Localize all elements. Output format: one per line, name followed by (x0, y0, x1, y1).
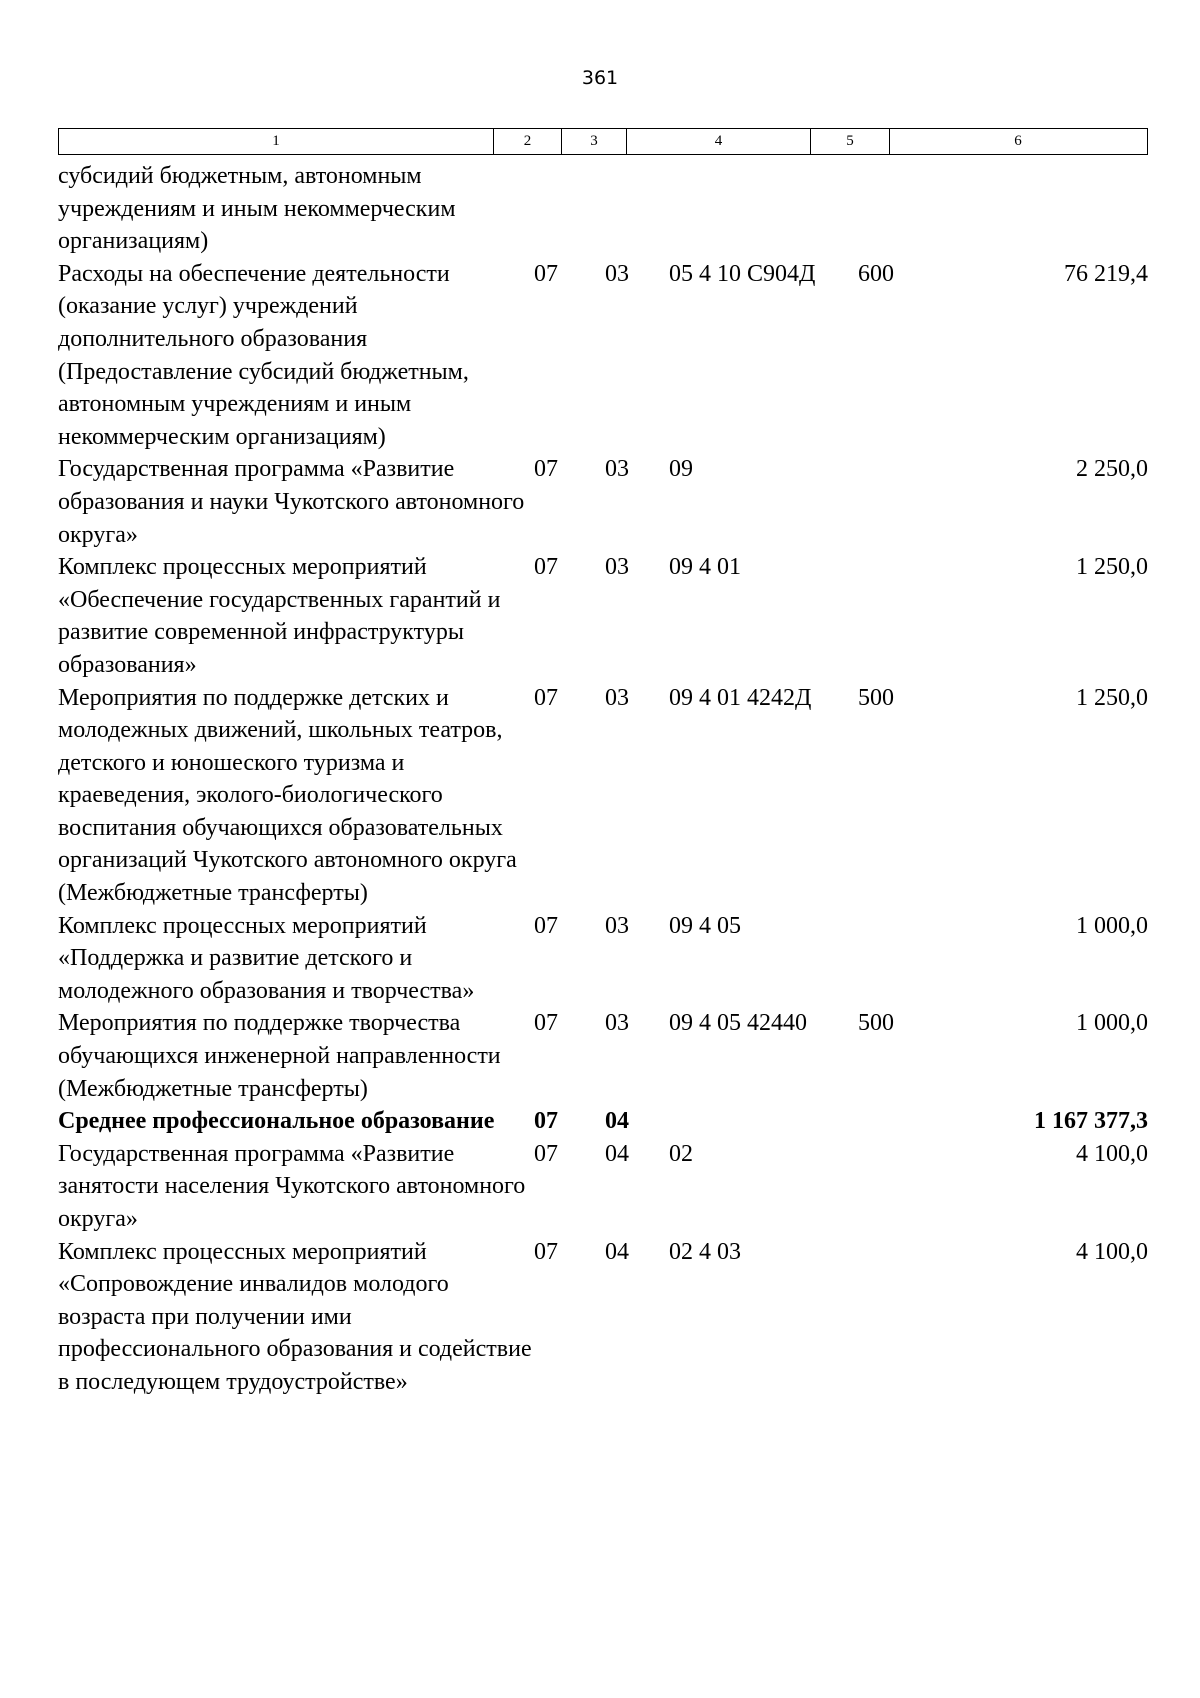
row-section: 07 (534, 1108, 558, 1135)
row-amount: 1 000,0 (1076, 912, 1148, 939)
row-name: Комплекс процессных мероприятий «Поддержка и развитие детского и молодежного образования и творчества» (58, 912, 475, 1004)
row-name: Мероприятия по поддержке творчества обучающихся инженерной направленности (Межбюджетные трансферты) (58, 1010, 501, 1102)
row-target-code: 09 4 05 (669, 912, 741, 939)
row-name: Среднее профессиональное образование (58, 1108, 495, 1135)
row-section: 07 (534, 554, 558, 581)
row-subsection: 03 (605, 554, 629, 581)
row-subsection: 04 (605, 1108, 629, 1135)
row-section: 07 (534, 260, 558, 287)
row-subsection: 03 (605, 1010, 629, 1037)
table-row (58, 258, 1148, 454)
row-target-code: 09 4 01 4242Д (669, 684, 812, 711)
header-col-5: 5 (810, 129, 889, 154)
page-number: 361 (581, 67, 619, 89)
row-subsection: 03 (605, 912, 629, 939)
row-amount: 1 250,0 (1076, 554, 1148, 581)
row-subsection: 03 (605, 456, 629, 483)
row-section: 07 (534, 1238, 558, 1265)
table-row (58, 1236, 1148, 1399)
row-target-code: 02 (669, 1140, 693, 1167)
row-section: 07 (534, 684, 558, 711)
row-amount: 76 219,4 (1064, 260, 1148, 287)
row-name: Государственная программа «Развитие занятости населения Чукотского автономного округа» (58, 1140, 526, 1232)
table-row (58, 453, 1148, 551)
header-col-1: 1 (272, 133, 280, 149)
row-section: 07 (534, 456, 558, 483)
row-expense-type: 500 (858, 1010, 894, 1037)
row-amount: 1 000,0 (1076, 1010, 1148, 1037)
table-row (58, 1105, 1148, 1138)
table-header (58, 128, 1148, 155)
table-body (58, 160, 1148, 1399)
row-name: Расходы на обеспечение деятельности (оказание услуг) учреждений дополнительного образования (Предоставление субсидий бюджетным, автономным учреждениям и иным некоммерческим организациям) (58, 260, 469, 450)
header-col-3: 3 (561, 129, 626, 154)
header-col-4: 4 (626, 129, 810, 154)
row-subsection: 03 (605, 684, 629, 711)
row-name: Мероприятия по поддержке детских и молодежных движений, школьных театров, детского и юношеского туризма и краеведения, эколого-биологического воспитания обучающихся образовательных организаций Чукотского автономного округа (Межбюджетные трансферты) (58, 684, 517, 907)
row-amount: 4 100,0 (1076, 1238, 1148, 1265)
row-name: Комплекс процессных мероприятий «Обеспечение государственных гарантий и развитие современной инфраструктуры образования» (58, 554, 501, 678)
row-subsection: 03 (605, 260, 629, 287)
row-name: субсидий бюджетным, автономным учреждениям и иным некоммерческим организациям) (58, 163, 456, 255)
row-target-code: 05 4 10 С904Д (669, 260, 816, 287)
table-row (58, 1138, 1148, 1236)
row-amount: 1 167 377,3 (1034, 1108, 1148, 1135)
table-row (58, 682, 1148, 910)
row-expense-type: 600 (858, 260, 894, 287)
row-section: 07 (534, 912, 558, 939)
header-col-2: 2 (493, 129, 561, 154)
header-col-6: 6 (889, 129, 1146, 154)
row-target-code: 02 4 03 (669, 1238, 741, 1265)
row-section: 07 (534, 1010, 558, 1037)
row-name: Комплекс процессных мероприятий «Сопровождение инвалидов молодого возраста при получении ими профессионального образования и содействие в последующем трудоустройстве» (58, 1238, 532, 1395)
row-target-code: 09 4 05 42440 (669, 1010, 807, 1037)
row-subsection: 04 (605, 1140, 629, 1167)
table-row (58, 1007, 1148, 1105)
row-section: 07 (534, 1140, 558, 1167)
row-amount: 1 250,0 (1076, 684, 1148, 711)
row-target-code: 09 (669, 456, 693, 483)
row-target-code: 09 4 01 (669, 554, 741, 581)
table-row (58, 160, 1148, 258)
table-row (58, 910, 1148, 1008)
row-amount: 4 100,0 (1076, 1140, 1148, 1167)
row-name: Государственная программа «Развитие образования и науки Чукотского автономного округа» (58, 456, 525, 548)
row-expense-type: 500 (858, 684, 894, 711)
row-subsection: 04 (605, 1238, 629, 1265)
table-row (58, 551, 1148, 681)
row-amount: 2 250,0 (1076, 456, 1148, 483)
